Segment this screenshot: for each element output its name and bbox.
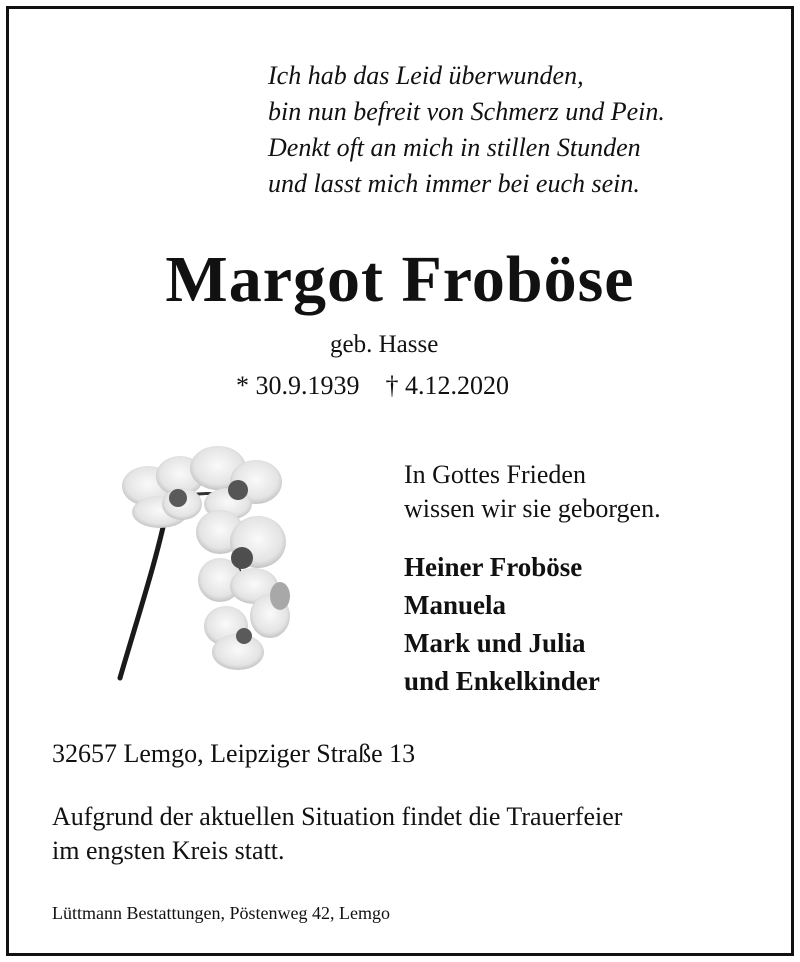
comfort-line-2: wissen wir sie geborgen. xyxy=(404,494,661,523)
poem-line-2: bin nun befreit von Schmerz und Pein. xyxy=(268,97,665,126)
poem-line-3: Denkt oft an mich in stillen Stunden xyxy=(268,133,641,162)
family-address: 32657 Lemgo, Leipziger Straße 13 xyxy=(52,739,416,768)
mourner-1: Heiner Froböse xyxy=(404,552,583,582)
mourner-3: Mark und Julia xyxy=(404,628,586,658)
comfort-verse xyxy=(404,458,661,526)
undertaker-info: Lüttmann Bestattungen, Pöstenweg 42, Lemgo xyxy=(52,903,390,923)
death-date: † 4.12.2020 xyxy=(385,371,509,400)
mourner-2: Manuela xyxy=(404,590,507,620)
memorial-poem xyxy=(268,58,768,202)
mourner-4: und Enkelkinder xyxy=(404,666,600,696)
life-dates xyxy=(236,370,509,402)
funeral-notice xyxy=(52,800,772,868)
poem-line-1: Ich hab das Leid überwunden, xyxy=(268,61,584,90)
notice-line-1: Aufgrund der aktuellen Situation findet die Trauerfeier xyxy=(52,802,623,831)
orchid-image xyxy=(108,446,308,686)
poem-line-4: und lasst mich immer bei euch sein. xyxy=(268,169,640,198)
mourners-list xyxy=(404,548,600,700)
comfort-line-1: In Gottes Frieden xyxy=(404,460,586,489)
maiden-name: geb. Hasse xyxy=(330,331,439,358)
notice-line-2: im engsten Kreis statt. xyxy=(52,836,285,865)
birth-date: * 30.9.1939 xyxy=(236,371,360,400)
deceased-name: Margot Froböse xyxy=(165,243,635,316)
